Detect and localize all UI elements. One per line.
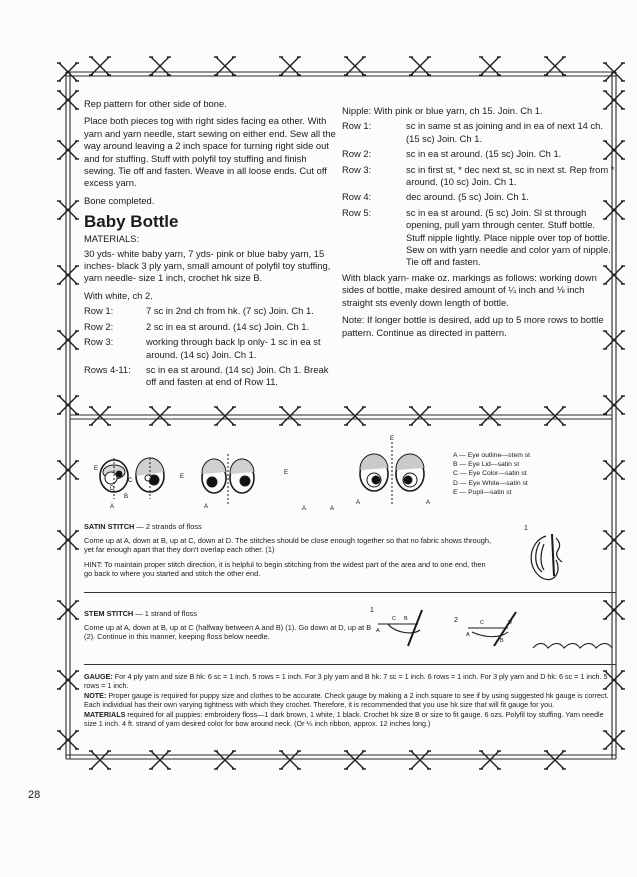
border-x-ornament bbox=[603, 731, 625, 749]
border-x-ornament bbox=[57, 671, 79, 689]
border-x-ornament bbox=[409, 57, 431, 75]
nipple-text: Nipple: With pink or blue yarn, ch 15. Join. Ch 1. bbox=[342, 105, 543, 116]
page-number: 28 bbox=[28, 789, 41, 801]
diagram-label: C bbox=[128, 478, 133, 484]
border-x-ornament bbox=[479, 751, 501, 769]
border-x-ornament bbox=[57, 331, 79, 349]
legend-item: C — Eye Color—satin st bbox=[453, 470, 527, 478]
border-x-ornament bbox=[57, 601, 79, 619]
figure-number: 1 bbox=[370, 607, 374, 614]
bottle-rows bbox=[84, 305, 336, 388]
border-x-ornament bbox=[279, 57, 301, 75]
border-x-ornament bbox=[603, 461, 625, 479]
border-x-ornament bbox=[89, 57, 111, 75]
border-x-ornament bbox=[603, 63, 625, 81]
row-item bbox=[342, 207, 616, 269]
diagram-label: D bbox=[110, 486, 115, 492]
legend-item: D — Eye White—satin st bbox=[453, 479, 528, 487]
gauge-heading: GAUGE: bbox=[84, 672, 113, 681]
row-item bbox=[342, 164, 616, 189]
border-x-ornament bbox=[149, 407, 171, 425]
border-x-ornament bbox=[214, 751, 236, 769]
diagram-label: A bbox=[466, 632, 470, 638]
border-x-ornament bbox=[344, 751, 366, 769]
satin-heading: SATIN STITCH bbox=[84, 522, 135, 531]
satin-stitch-figure bbox=[516, 520, 596, 586]
border-x-ornament bbox=[149, 751, 171, 769]
row-label: Row 1: bbox=[342, 120, 372, 132]
border-x-ornament bbox=[57, 396, 79, 414]
row-text: 7 sc in 2nd ch from hk. (7 sc) Join. Ch 1. bbox=[146, 305, 314, 317]
diagram-label: B bbox=[500, 638, 504, 644]
markings-text: With black yarn- make oz. markings as follows: working down sides of bottle, make desired amount of ¼ inch and ⅛ inch straight sts evenly down length of bottle. bbox=[342, 271, 597, 308]
gauge-text: For 4 ply yarn and size B hk: 6 sc = 1 inch. 5 rows = 1 inch. For 3 ply yarn and B hk: 7 sc = 1 inch. 6 rows = 1 inch. For 3 ply yarn and D hk: 6 sc = 1 inch. 5 rows = 1 inch. bbox=[84, 672, 608, 690]
border-x-ornament bbox=[89, 751, 111, 769]
stem-instructions: Come up at A, down at B, up at C (halfway between A and B) (1). Go down at D, up at B (2). Continue in this manner, keeping floss below needle. bbox=[84, 623, 372, 642]
diagram-label: E bbox=[390, 436, 395, 442]
note-body: Proper gauge is required for puppy size and clothes to be accurate. Check gauge by making a 2 inch square to see if by using suggested hk gauge is correct. Each individual has their own varying tightness with which they crochet. Therefore, it is recommended that you use hk size that will fit gauge for you. bbox=[84, 691, 609, 709]
diagram-label: E bbox=[284, 470, 289, 476]
satin-stitch-section bbox=[84, 522, 494, 578]
diagram-label: C bbox=[392, 616, 396, 622]
diagram-label: A bbox=[204, 504, 209, 510]
diagram-label: C bbox=[480, 620, 484, 626]
diagram-label: B bbox=[124, 494, 129, 500]
materials-required-text: required for all puppies: embroidery floss—1 dark brown, 1 white, 1 black. Crochet hk size B or size to fit gauge. 6 ozs. Polyfil toy stuffing. Yarn needle size 1 inch. 4 ft. strand of yarn desired color for bow around neck. (Or ¼ inch ribbon, approx. 12 inches long.) bbox=[84, 710, 604, 728]
stem-heading: STEM STITCH bbox=[84, 609, 134, 618]
diagram-label: A bbox=[376, 628, 380, 634]
satin-instructions: Come up at A, down at B, up at C, down at D. The stitches should be close enough together so that no fabric shows through, yet far enough apart that they don't overlap each other. (1) bbox=[84, 536, 492, 555]
note-heading: NOTE: bbox=[84, 691, 107, 700]
border-x-ornament bbox=[603, 531, 625, 549]
left-column bbox=[84, 98, 336, 392]
border-x-ornament bbox=[57, 461, 79, 479]
eye-diagrams bbox=[84, 434, 450, 514]
border-x-ornament bbox=[603, 396, 625, 414]
diagram-label: A bbox=[426, 500, 431, 506]
row-text: sc in same st as joining and in ea of next 14 ch. (15 sc) Join. Ch 1. bbox=[406, 120, 603, 144]
row-item bbox=[84, 336, 336, 361]
border-x-ornament bbox=[89, 407, 111, 425]
eye-diagram-4 bbox=[360, 442, 424, 506]
satin-hint: HINT: To maintain proper stitch direction, it is helpful to begin stitching from the widest part of the area and to one end, then go back to where you started and stitch the other end. bbox=[84, 559, 486, 578]
border-x-ornament bbox=[344, 57, 366, 75]
figure-number: 1 bbox=[524, 525, 528, 532]
row-text: 2 sc in ea st around. (14 sc) Join. Ch 1. bbox=[146, 320, 310, 332]
border-x-ornament bbox=[57, 731, 79, 749]
diagram-label: D bbox=[508, 620, 512, 626]
legend-item: E — Pupil—satin st bbox=[453, 488, 512, 496]
row-label: Row 5: bbox=[342, 206, 372, 218]
row-item bbox=[342, 148, 616, 160]
eye-diagram-1 bbox=[100, 458, 128, 499]
row-label: Row 3: bbox=[84, 336, 114, 348]
border-x-ornament bbox=[149, 57, 171, 75]
eye-diagram-3 bbox=[202, 454, 254, 504]
row-text: sc in ea st around. (14 sc) Join. Ch 1. Break off and fasten at end of Row 11. bbox=[146, 363, 329, 388]
border-x-ornament bbox=[544, 57, 566, 75]
border-x-ornament bbox=[544, 751, 566, 769]
figure-number: 2 bbox=[454, 617, 458, 624]
border-x-ornament bbox=[479, 57, 501, 75]
border-x-ornament bbox=[214, 57, 236, 75]
diagram-label: B bbox=[404, 616, 408, 622]
row-text: sc in first st, * dec next st, sc in next st. Rep from * around. (10 sc) Join. Ch 1. bbox=[406, 163, 615, 188]
satin-heading-detail: — 2 strands of floss bbox=[134, 522, 202, 531]
row-item bbox=[84, 305, 336, 317]
section-title: Baby Bottle bbox=[84, 212, 179, 232]
border-x-ornament bbox=[279, 751, 301, 769]
right-column bbox=[342, 105, 616, 344]
border-x-ornament bbox=[344, 407, 366, 425]
materials-required-heading: MATERIALS bbox=[84, 710, 126, 719]
border-x-ornament bbox=[409, 751, 431, 769]
border-x-ornament bbox=[57, 141, 79, 159]
with-white-text: With white, ch 2. bbox=[84, 289, 153, 301]
assembly-text: Place both pieces tog with right sides facing ea other. With yarn and yarn needle, start sewing on either end. Sew all the way around leaving a 2 inch space for turning right side out and for stuffing. Stuff with polyfil toy stuffing and finish sewing. Tie off and fasten. Weave in all loose ends. Cut off excess yarn. bbox=[84, 115, 336, 189]
row-label: Row 3: bbox=[342, 163, 372, 175]
row-label: Rows 4-11: bbox=[84, 363, 131, 375]
gauge-section bbox=[84, 672, 616, 729]
legend-item: B — Eye Lid—satin st bbox=[453, 461, 520, 469]
diagram-label: A bbox=[330, 506, 335, 512]
row-item bbox=[84, 321, 336, 333]
border-x-ornament bbox=[544, 407, 566, 425]
border-x-ornament bbox=[214, 407, 236, 425]
materials-heading: MATERIALS: bbox=[84, 233, 140, 245]
border-x-ornament bbox=[279, 407, 301, 425]
eye-diagram-2 bbox=[136, 458, 164, 499]
border-x-ornament bbox=[409, 407, 431, 425]
row-text: sc in ea st around. (5 sc) Join. Sl st through opening, pull yarn through center. Stuff bottle. Stuff nipple lightly. Place nipple over top of bottle. Sew on with yarn needle and color yarn of nipple. Tie off and fasten. bbox=[406, 206, 611, 268]
bone-completed-text: Bone completed. bbox=[84, 194, 155, 206]
stem-stitch-section bbox=[84, 609, 374, 642]
row-label: Row 1: bbox=[84, 305, 114, 317]
note-text: Note: If longer bottle is desired, add up to 5 more rows to bottle pattern. Continue as directed in pattern. bbox=[342, 314, 604, 338]
stem-stitch-figure bbox=[368, 602, 614, 662]
materials-text: 30 yds- white baby yarn, 7 yds- pink or blue baby yarn, 15 inches- black 3 ply yarn, small amount of polyfil toy stuffing, yarn needle- size 1 inch, crochet hk size B. bbox=[84, 247, 331, 284]
diagram-label: E bbox=[180, 474, 185, 480]
legend-item: A — Eye outline—stem st bbox=[453, 452, 531, 459]
border-x-ornament bbox=[57, 201, 79, 219]
row-item bbox=[84, 364, 336, 389]
row-label: Row 2: bbox=[84, 320, 114, 332]
row-item bbox=[342, 191, 616, 203]
border-x-ornament bbox=[479, 407, 501, 425]
border-x-ornament bbox=[57, 91, 79, 109]
divider bbox=[84, 592, 616, 593]
diagram-label: A bbox=[110, 504, 115, 510]
divider bbox=[84, 664, 616, 665]
diagram-label: E bbox=[94, 466, 99, 472]
nipple-rows bbox=[342, 120, 616, 268]
border-x-ornament bbox=[57, 266, 79, 284]
row-text: working through back lp only- 1 sc in ea st around. (14 sc) Join. Ch 1. bbox=[146, 336, 321, 360]
border-x-ornament bbox=[57, 531, 79, 549]
diagram-label: A bbox=[302, 506, 307, 512]
repeat-text: Rep pattern for other side of bone. bbox=[84, 98, 227, 109]
row-label: Row 2: bbox=[342, 148, 372, 160]
row-item bbox=[342, 120, 616, 145]
row-text: sc in ea st around. (15 sc) Join. Ch 1. bbox=[406, 148, 562, 160]
eye-legend bbox=[453, 451, 530, 497]
row-text: dec around. (5 sc) Join. Ch 1. bbox=[406, 191, 529, 203]
border-x-ornament bbox=[57, 63, 79, 81]
row-label: Row 4: bbox=[342, 191, 372, 203]
diagram-label: A bbox=[356, 500, 361, 506]
stem-heading-detail: — 1 strand of floss bbox=[133, 609, 197, 618]
